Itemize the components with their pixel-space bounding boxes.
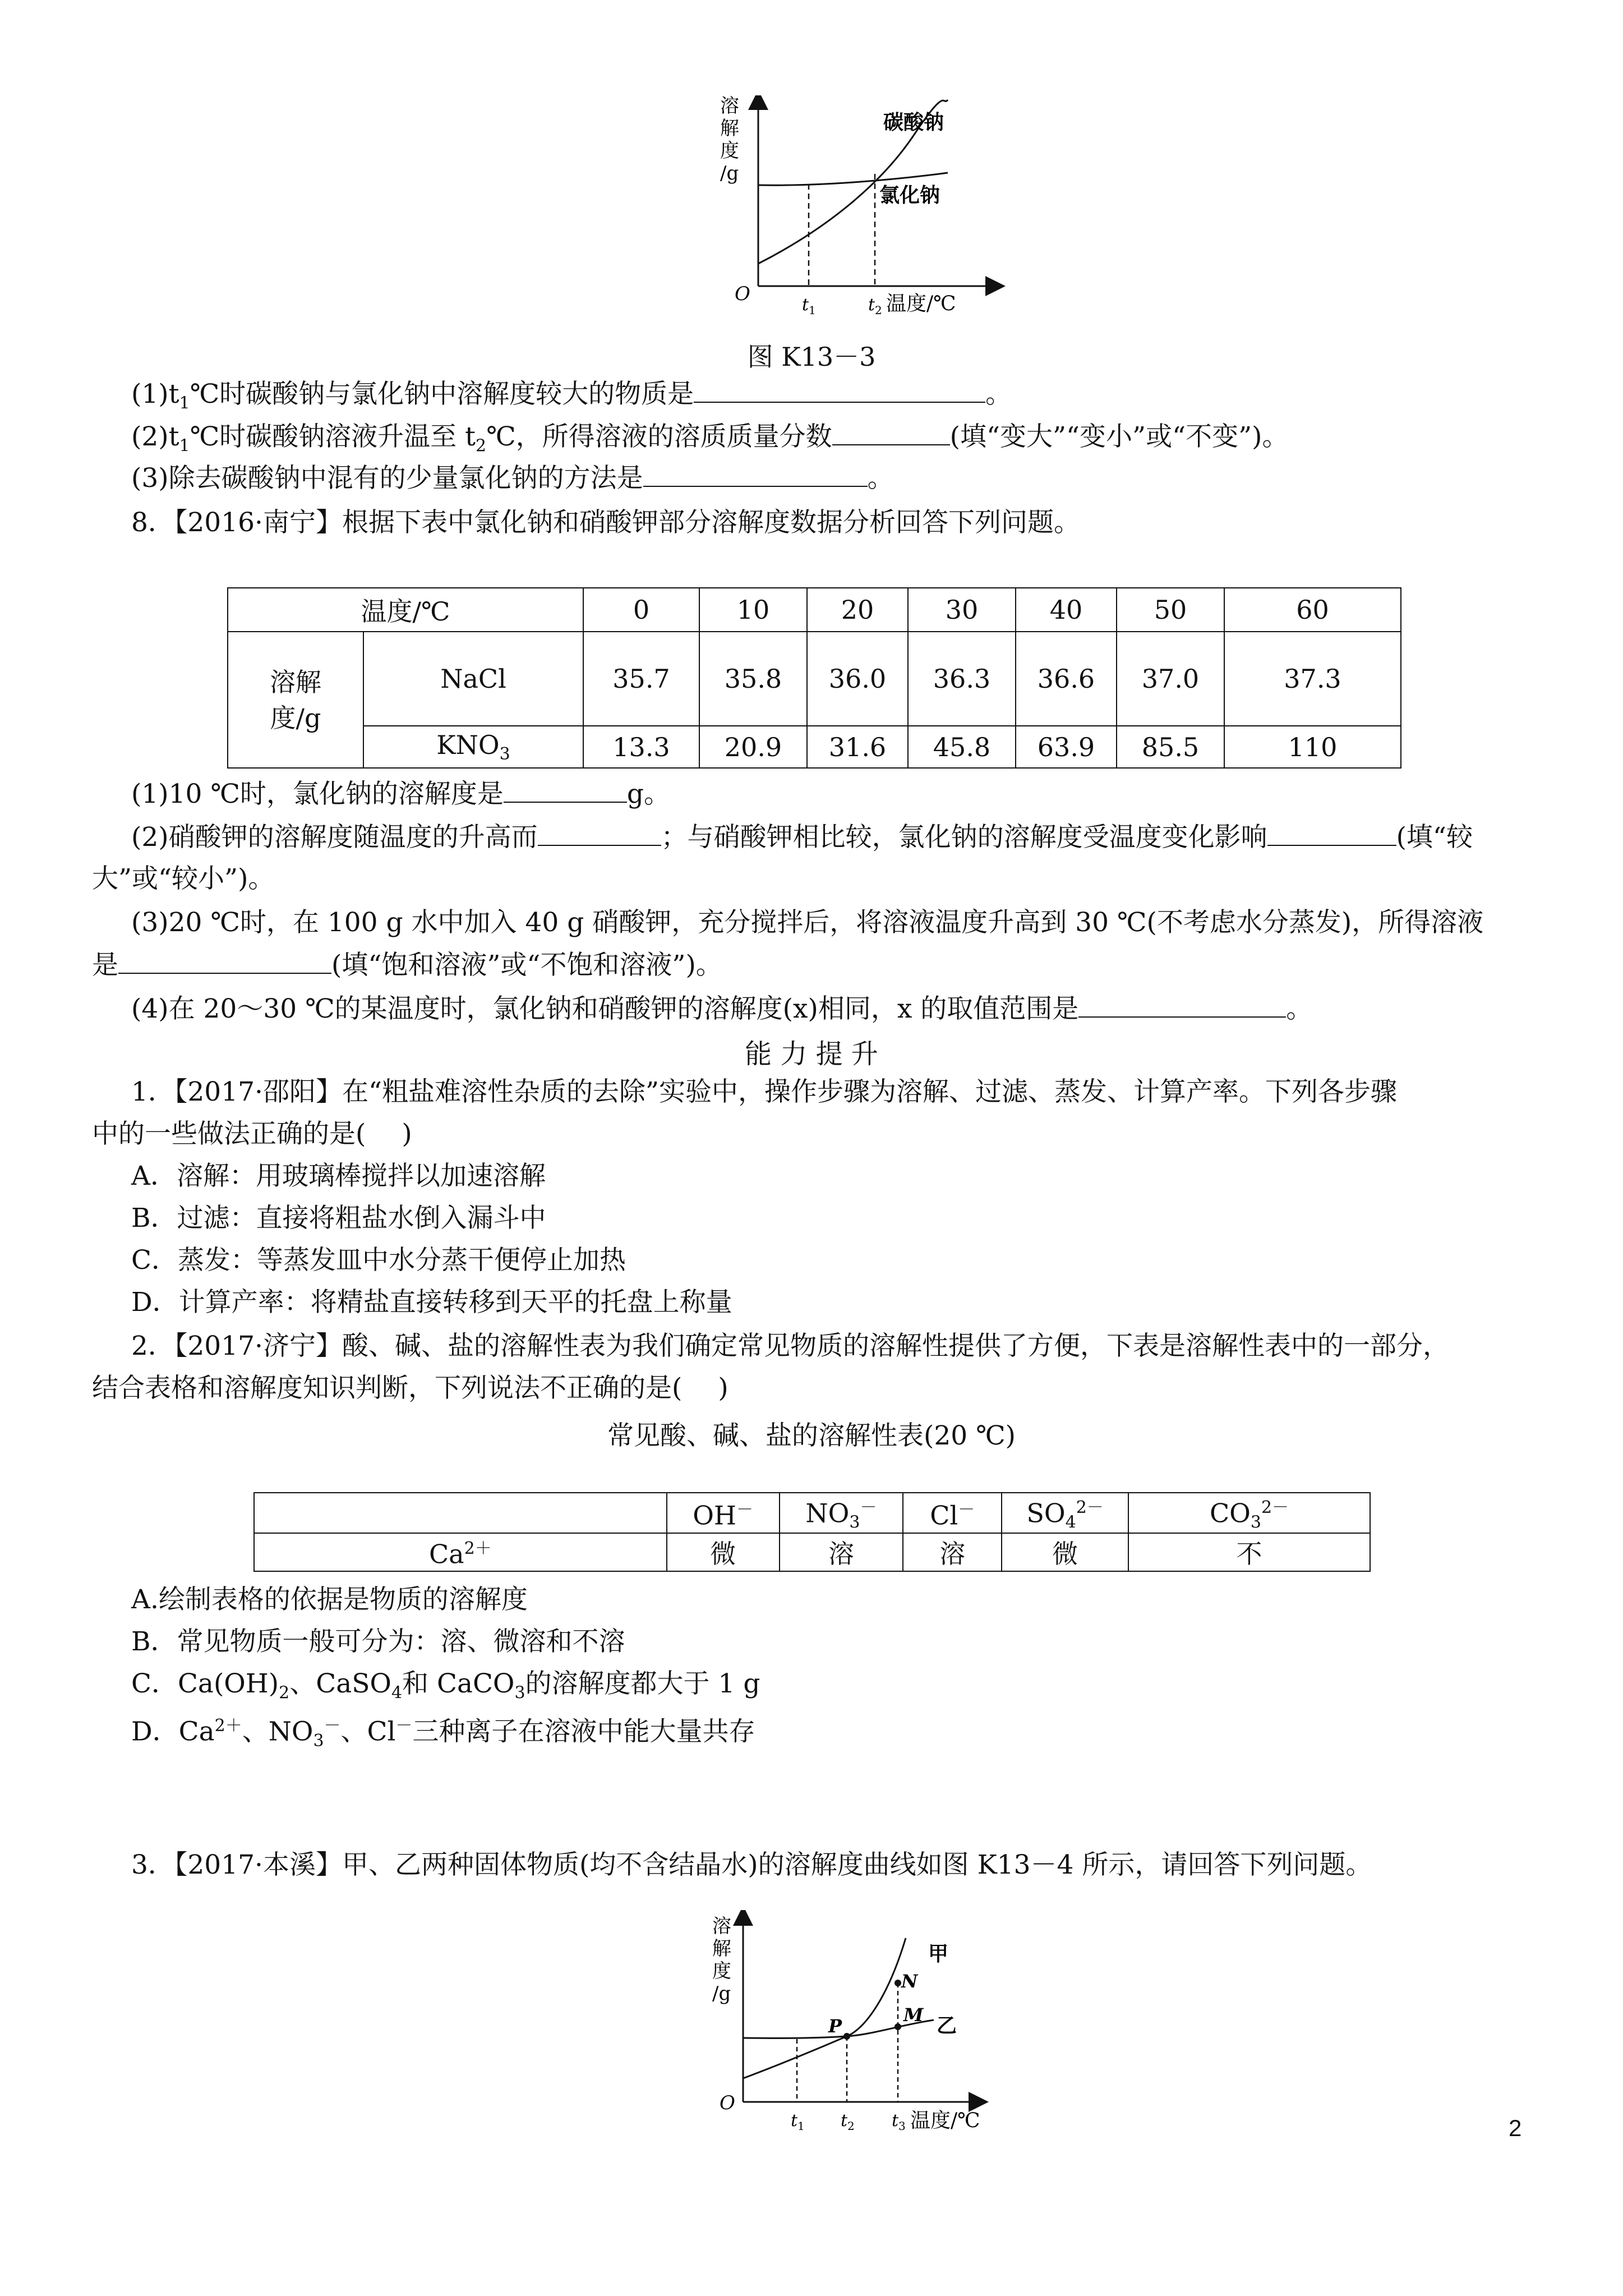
svg-text:t: t bbox=[841, 2111, 848, 2131]
n1-option-d: D．计算产率：将精盐直接转移到天平的托盘上称量 bbox=[131, 1287, 732, 1318]
svg-text:2: 2 bbox=[847, 2119, 855, 2132]
solubility-figure-k13-3 bbox=[712, 95, 1026, 331]
row-label-nacl: NaCl bbox=[363, 632, 583, 726]
n2-stem-cont: 结合表格和溶解度知识判断，下列说法不正确的是( ) bbox=[92, 1373, 728, 1404]
answer-blank[interactable] bbox=[1267, 820, 1396, 846]
tick-t1-sub: 1 bbox=[809, 303, 816, 317]
y-axis-label-4: /g bbox=[720, 162, 739, 185]
label-n: N bbox=[901, 1971, 918, 1992]
q8-stem: 8．【2016·南宁】根据下表中氯化钠和硝酸钾部分溶解度数据分析回答下列问题。 bbox=[131, 507, 1080, 538]
y-axis-label-2: 解 bbox=[720, 117, 739, 140]
curve-jia bbox=[743, 1938, 906, 2078]
q8-part-3-cont: 是 (填“饱和溶液”或“不饱和溶液”)。 bbox=[92, 948, 722, 982]
tick-t1: t bbox=[802, 295, 809, 315]
n1-stem: 1．【2017·邵阳】在“粗盐难溶性杂质的去除”实验中，操作步骤为溶解、过滤、蒸发、计算产率。下列各步骤 bbox=[131, 1076, 1398, 1107]
n2-stem: 2．【2017·济宁】酸、碱、盐的溶解性表为我们确定常见物质的溶解性提供了方便，下表是溶解性表中的一部分， bbox=[131, 1331, 1449, 1361]
x-axis-label: 温度/℃ bbox=[910, 2109, 980, 2132]
svg-text:t: t bbox=[791, 2111, 798, 2131]
label-yi: 乙 bbox=[937, 2014, 957, 2037]
figure-caption: 图 K13－3 bbox=[747, 342, 876, 372]
q8-part-3: (3)20 ℃时，在 100 g 水中加入 40 g 硝酸钾，充分搅拌后，将溶液温度升高到 30 ℃(不考虑水分蒸发)，所得溶液 bbox=[131, 907, 1484, 938]
y-axis-label-3: 度 bbox=[720, 140, 739, 162]
answer-blank[interactable] bbox=[832, 420, 950, 445]
solubility-figure-k13-4 bbox=[698, 1910, 990, 2132]
point-n bbox=[895, 1980, 901, 1986]
answer-blank[interactable] bbox=[504, 777, 627, 803]
table-group-label: 溶解 度/g bbox=[228, 632, 363, 768]
q8-part-1: (1)10 ℃时，氯化钠的溶解度是 g。 bbox=[131, 777, 670, 811]
label-m: M bbox=[903, 2004, 924, 2026]
y-axis-label-2: 解 bbox=[712, 1938, 731, 1960]
label-p: P bbox=[828, 2016, 842, 2037]
tick-t2-sub: 2 bbox=[875, 303, 882, 317]
origin-label: O bbox=[720, 2092, 735, 2114]
q8-part-4: (4)在 20～30 ℃的某温度时，氯化钠和硝酸钾的溶解度(x)相同，x 的取值范围是 。 bbox=[131, 992, 1312, 1026]
point-p bbox=[843, 2033, 850, 2040]
svg-text:1: 1 bbox=[797, 2119, 805, 2132]
answer-blank[interactable] bbox=[1078, 992, 1286, 1018]
origin-label: O bbox=[735, 283, 750, 305]
n2-option-c: C．$Ca(OH)_2$、CaSO$_4$和 CaCO$_3$的溶解度都大于 1 g bbox=[131, 1668, 760, 1703]
curve-label-sodium-chloride: 氯化钠 bbox=[879, 183, 940, 207]
y-axis-label-4: /g bbox=[712, 1982, 731, 2005]
n1-option-c: C．蒸发：等蒸发皿中水分蒸干便停止加热 bbox=[131, 1245, 626, 1276]
row-label-kno3: $KNO_3$ bbox=[363, 726, 583, 768]
n1-option-a: A．溶解：用玻璃棒搅拌以加速溶解 bbox=[131, 1161, 546, 1191]
cation-label: $Ca^{2+}$ bbox=[254, 1533, 667, 1571]
label-jia: 甲 bbox=[928, 1942, 949, 1966]
solubility-table: OH－ $NO_3^-$ Cl－ $SO_4^{2-}$ $CO_3^{2-}$ $Ca^{2+}$ 微 溶 溶 微 不 bbox=[253, 1492, 1371, 1572]
q8-part-2-cont: 大”或“较小”)。 bbox=[92, 863, 275, 894]
n1-stem-cont: 中的一些做法正确的是( ) bbox=[92, 1119, 412, 1149]
page-number: 2 bbox=[1509, 2115, 1522, 2141]
answer-blank[interactable] bbox=[694, 377, 985, 403]
svg-text:3: 3 bbox=[898, 2119, 906, 2132]
y-axis-label-1: 溶 bbox=[720, 95, 739, 117]
q7-part-1: $(1)t_1℃$时碳酸钠与氯化钠中溶解度较大的物质是 。 bbox=[131, 377, 1012, 420]
n2-table-title: 常见酸、碱、盐的溶解性表(20 ℃) bbox=[607, 1420, 1016, 1451]
y-axis-label-3: 度 bbox=[712, 1960, 731, 1982]
tick-t2: t bbox=[868, 295, 875, 315]
curve-label-sodium-carbonate: 碳酸钠 bbox=[883, 111, 944, 134]
answer-blank[interactable] bbox=[643, 461, 868, 487]
n2-option-d: D．$Ca^{2+}$、$NO_3^-$、Cl－三种离子在溶液中能大量共存 bbox=[131, 1716, 755, 1751]
n2-option-a: A.绘制表格的依据是物质的溶解度 bbox=[131, 1584, 528, 1615]
q7-part-2: $(2)t_1℃$时碳酸钠溶液升温至 $t_2℃$，所得溶液的溶质质量分数 (填“变大”“变小”或“不变”)。 bbox=[131, 420, 1288, 463]
point-m bbox=[895, 2023, 901, 2030]
n1-option-b: B．过滤：直接将粗盐水倒入漏斗中 bbox=[131, 1203, 546, 1234]
svg-text:t: t bbox=[892, 2111, 899, 2131]
answer-blank[interactable] bbox=[118, 948, 331, 974]
q8-part-2: (2)硝酸钾的溶解度随温度的升高而 ；与硝酸钾相比较，氯化钠的溶解度受温度变化影响 (填“较 bbox=[131, 820, 1473, 854]
section-title: 能 力 提 升 bbox=[745, 1038, 878, 1070]
table-header-temperature: 温度/℃ bbox=[228, 588, 583, 632]
answer-blank[interactable] bbox=[538, 820, 661, 846]
x-axis-label: 温度/℃ bbox=[886, 292, 956, 315]
y-axis-label-1: 溶 bbox=[712, 1915, 731, 1938]
n3-stem: 3．【2017·本溪】甲、乙两种固体物质(均不含结晶水)的溶解度曲线如图 K13－4 所示，请回答下列问题。 bbox=[131, 1849, 1372, 1880]
n2-option-b: B．常见物质一般可分为：溶、微溶和不溶 bbox=[131, 1626, 625, 1657]
solubility-data-table: 温度/℃ 0 10 20 30 40 50 60 溶解 度/g NaCl 35.7 35.8 36.0 36.3 36.6 37.0 37.3 $KNO_3$ 13.3 20.9 31.6 45.8 63.9 85.5 110 bbox=[227, 587, 1401, 769]
q7-part-3: (3)除去碳酸钠中混有的少量氯化钠的方法是 。 bbox=[131, 461, 894, 495]
